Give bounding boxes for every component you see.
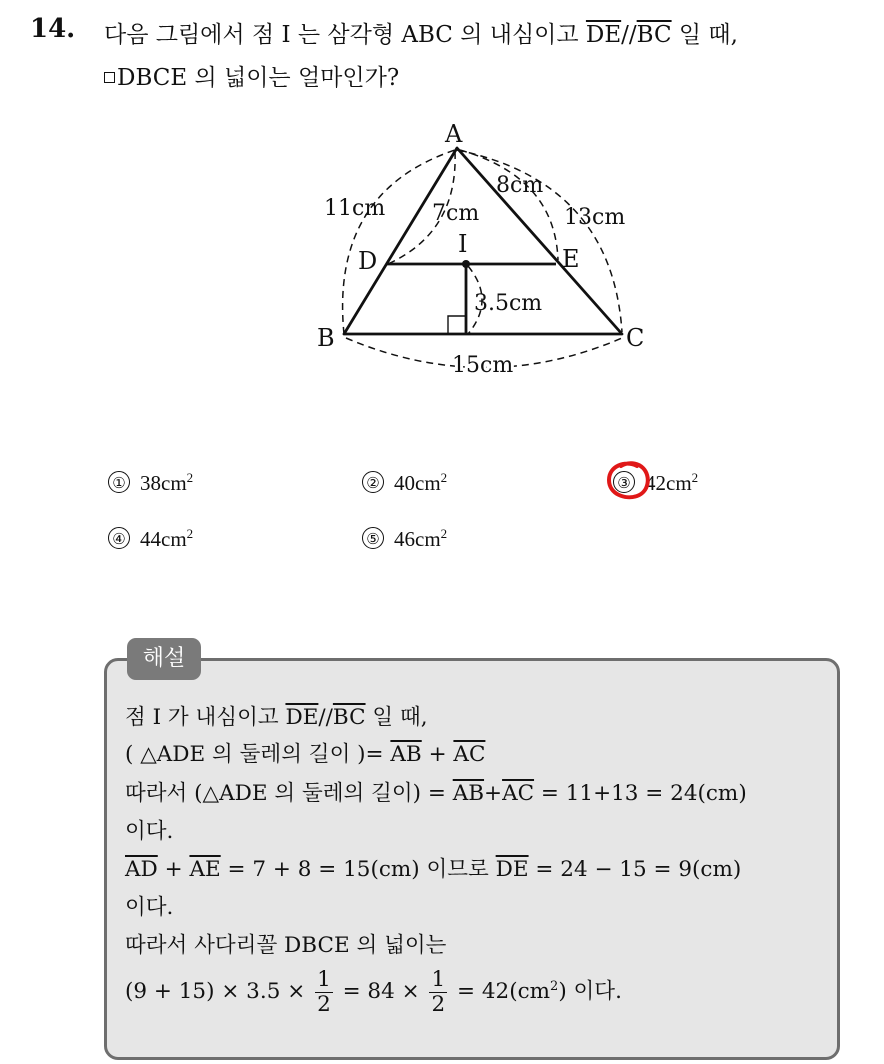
choice-exponent: 2 bbox=[186, 526, 194, 541]
solution-text: = 7 + 8 = 15(cm) 이므로 bbox=[220, 857, 496, 882]
answer-circle-mark bbox=[603, 458, 655, 504]
incenter-point bbox=[462, 260, 470, 268]
choice-number: ④ bbox=[108, 527, 130, 549]
choice-value: 46cm bbox=[394, 527, 441, 551]
label-ab-length: 11cm bbox=[324, 196, 386, 221]
choice-value: 44cm bbox=[140, 527, 187, 551]
solution-text: = 11+13 = 24(cm) bbox=[534, 781, 747, 806]
solution-line-2 bbox=[125, 737, 485, 768]
segment-ad: $\overline{AD}$ bbox=[125, 857, 158, 882]
question-number: 14. bbox=[30, 14, 76, 44]
plus-sign: + bbox=[421, 742, 454, 767]
exponent: 2 bbox=[550, 978, 559, 994]
choice-5[interactable] bbox=[362, 526, 447, 552]
solution-text: 따라서 (△ADE 의 둘레의 길이) = bbox=[125, 781, 453, 806]
red-circle-stroke bbox=[609, 463, 648, 497]
segment-bc: $\overline{BC}$ bbox=[332, 705, 366, 730]
fraction-numerator: 1 bbox=[317, 967, 331, 992]
segment-de: $\overline{DE}$ bbox=[495, 857, 529, 882]
choice-number: ② bbox=[362, 471, 384, 493]
label-c: C bbox=[626, 324, 645, 352]
choice-4[interactable] bbox=[108, 526, 193, 552]
question-text-line1 bbox=[104, 16, 738, 49]
segment-ac: $\overline{AC}$ bbox=[453, 742, 486, 767]
square-symbol bbox=[104, 72, 115, 83]
solution-line-4: 이다. bbox=[125, 819, 174, 844]
fraction-one-half bbox=[429, 968, 447, 1016]
solution-line-6: 이다. bbox=[125, 895, 174, 920]
segment-de: $\overline{DE}$ bbox=[285, 705, 319, 730]
segment-ae: $\overline{AE}$ bbox=[189, 857, 221, 882]
choice-exponent: 2 bbox=[440, 470, 448, 485]
choice-number: ① bbox=[108, 471, 130, 493]
solution-text: = 24 − 15 = 9(cm) bbox=[528, 857, 742, 882]
segment-bc: $\overline{BC}$ bbox=[636, 22, 672, 48]
parallel-symbol: // bbox=[621, 22, 637, 48]
solution-line-3 bbox=[125, 776, 747, 807]
choice-value: 42cm bbox=[645, 471, 692, 495]
label-height-length: 3.5cm bbox=[474, 291, 543, 316]
solution-text: = 42(cm bbox=[450, 979, 551, 1005]
solution-tag: 해설 bbox=[127, 638, 201, 680]
label-bc-length: 15cm bbox=[452, 353, 514, 378]
question-text-part: 일 때, bbox=[671, 22, 738, 48]
fraction-one-half bbox=[315, 968, 333, 1016]
choice-exponent: 2 bbox=[691, 470, 699, 485]
plus-sign: + bbox=[157, 857, 190, 882]
solution-text: (9 + 15) × 3.5 × bbox=[125, 979, 313, 1005]
segment-ab: $\overline{AB}$ bbox=[390, 742, 422, 767]
fraction-denominator: 2 bbox=[317, 991, 331, 1017]
segment-ac: $\overline{AC}$ bbox=[502, 781, 535, 806]
choice-value: 38cm bbox=[140, 471, 187, 495]
choice-value: 40cm bbox=[394, 471, 441, 495]
label-ac-length: 13cm bbox=[564, 205, 626, 230]
fraction-denominator: 2 bbox=[431, 991, 446, 1017]
label-ae-length: 8cm bbox=[496, 173, 544, 198]
choice-exponent: 2 bbox=[440, 526, 448, 541]
solution-text: ) 이다. bbox=[558, 979, 622, 1005]
label-i: I bbox=[458, 230, 468, 258]
question-text-line2 bbox=[104, 59, 399, 92]
label-b: B bbox=[317, 324, 335, 352]
plus-sign: + bbox=[484, 781, 503, 806]
solution-text: = 84 × bbox=[335, 979, 427, 1005]
choice-number: ③ bbox=[613, 471, 635, 493]
choice-2[interactable] bbox=[362, 470, 447, 496]
triangle-figure bbox=[300, 112, 660, 387]
label-a: A bbox=[445, 120, 463, 148]
solution-text: 점 I 가 내심이고 bbox=[125, 705, 286, 730]
segment-de: $\overline{DE}$ bbox=[585, 22, 622, 48]
question-text-part: DBCE 의 넓이는 얼마인가? bbox=[117, 65, 400, 91]
label-e: E bbox=[562, 245, 580, 273]
segment-ab: $\overline{AB}$ bbox=[452, 781, 485, 806]
choice-number: ⑤ bbox=[362, 527, 384, 549]
label-d: D bbox=[358, 247, 378, 275]
label-ad-length: 7cm bbox=[432, 201, 480, 226]
solution-text: ( △ADE 의 둘레의 길이 )= bbox=[125, 742, 391, 767]
solution-line-5 bbox=[125, 852, 741, 883]
solution-text: 일 때, bbox=[365, 705, 428, 730]
parallel-symbol: // bbox=[318, 705, 333, 730]
choice-exponent: 2 bbox=[186, 470, 194, 485]
solution-line-7: 따라서 사다리꼴 DBCE 의 넓이는 bbox=[125, 933, 447, 958]
question-text-part: 다음 그림에서 점 I 는 삼각형 ABC 의 내심이고 bbox=[104, 22, 586, 48]
solution-line-8 bbox=[125, 968, 622, 1016]
solution-line-1 bbox=[125, 700, 428, 731]
right-angle-mark bbox=[448, 316, 466, 334]
choice-1[interactable] bbox=[108, 470, 193, 496]
fraction-numerator: 1 bbox=[431, 967, 446, 992]
